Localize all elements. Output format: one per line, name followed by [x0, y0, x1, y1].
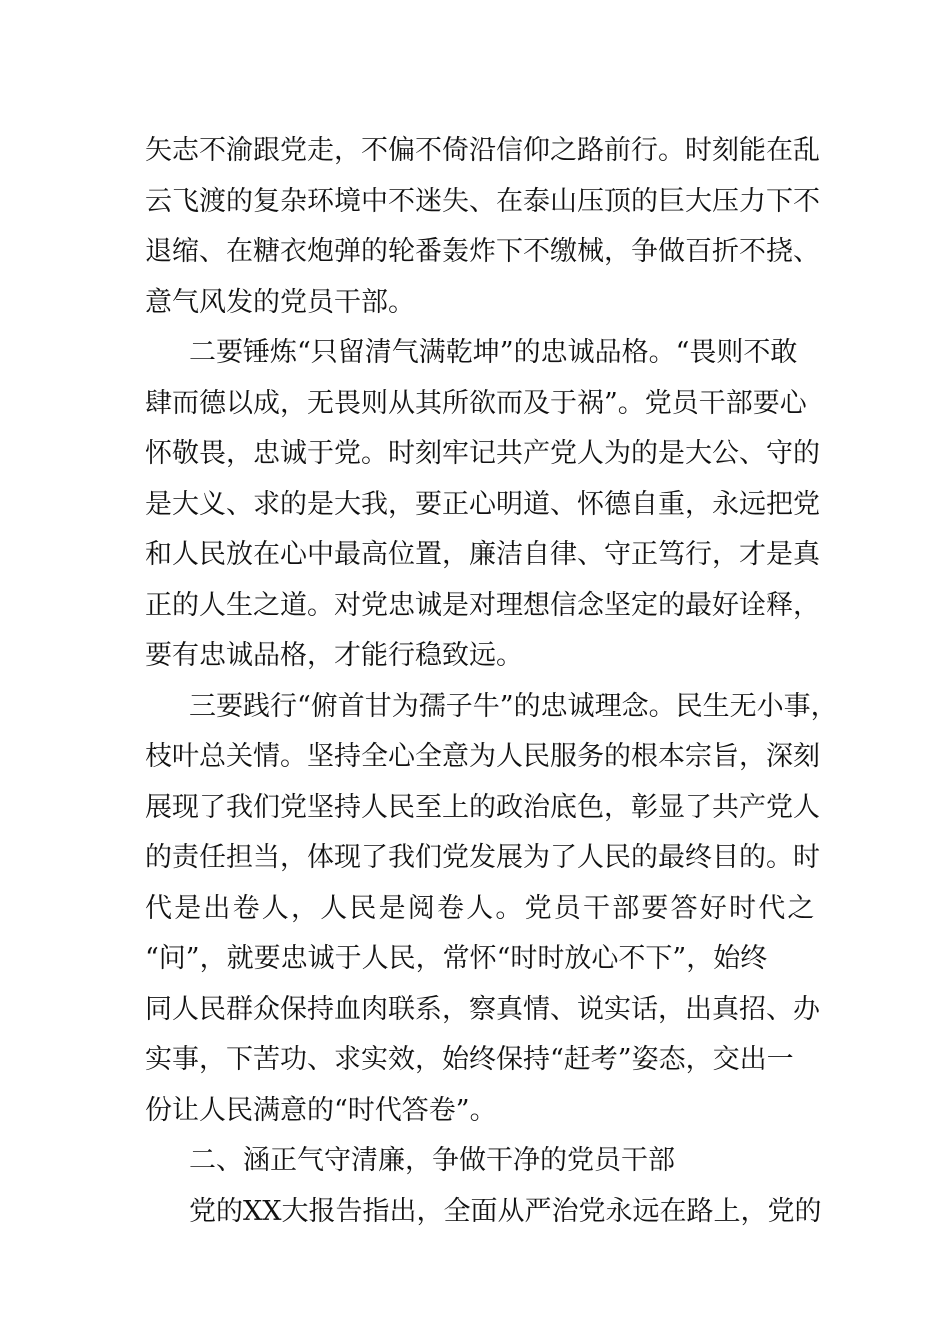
text-line: 怀敬畏，忠诚于党。时刻牢记共产党人为的是大公、守的 [145, 438, 820, 469]
text-line: 展现了我们党坚持人民至上的政治底色，彰显了共产党人 [145, 791, 820, 823]
paragraph-first-line: 二要锤炼“只留清气满乾坤”的忠诚品格。“畏则不敢 [189, 337, 798, 368]
text-line: 份让人民满意的“时代答卷”。 [145, 1094, 497, 1126]
body-text [145, 126, 838, 1237]
text-line: 意气风发的党员干部。 [145, 286, 415, 318]
text-line: 枝叶总关情。坚持全心全意为人民服务的根本宗旨，深刻 [145, 741, 820, 772]
text-line: 正的人生之道。对党忠诚是对理想信念坚定的最好诠释， [145, 589, 820, 621]
text-line: 肆而德以成，无畏则从其所欲而及于祸”。党员干部要心 [145, 387, 807, 419]
text-line: “问”，就要忠诚于人民，常怀“时时放心不下”，始终 [145, 943, 768, 974]
text-line: 矢志不渝跟党走，不偏不倚沿信仰之路前行。时刻能在乱 [145, 135, 820, 166]
section-heading: 二、涵正气守清廉，争做干净的党员干部 [189, 1145, 675, 1176]
text-line: 退缩、在糖衣炮弹的轮番轰炸下不缴械，争做百折不挠、 [145, 236, 820, 267]
text-line: 云飞渡的复杂环境中不迷失、在泰山压顶的巨大压力下不 [145, 185, 820, 217]
text-line: 实事，下苦功、求实效，始终保持“赶考”姿态，交出一 [145, 1044, 794, 1075]
text-line: 代是出卷人，人民是阅卷人。党员干部要答好时代之 [145, 892, 817, 924]
text-line: 是大义、求的是大我，要正心明道、怀德自重，永远把党 [145, 488, 820, 520]
text-line: 同人民群众保持血肉联系，察真情、说实话，出真招、办 [145, 993, 820, 1025]
paragraph-first-line: 三要践行“俯首甘为孺子牛”的忠诚理念。民生无小事， [189, 690, 838, 722]
text-line: 和人民放在心中最高位置，廉洁自律、守正笃行，才是真 [145, 539, 820, 570]
text-line: 要有忠诚品格，才能行稳致远。 [145, 640, 523, 671]
paragraph-first-line: 党的XX大报告指出，全面从严治党永远在路上，党的 [189, 1195, 822, 1227]
text-line: 的责任担当，体现了我们党发展为了人民的最终目的。时 [145, 842, 820, 873]
